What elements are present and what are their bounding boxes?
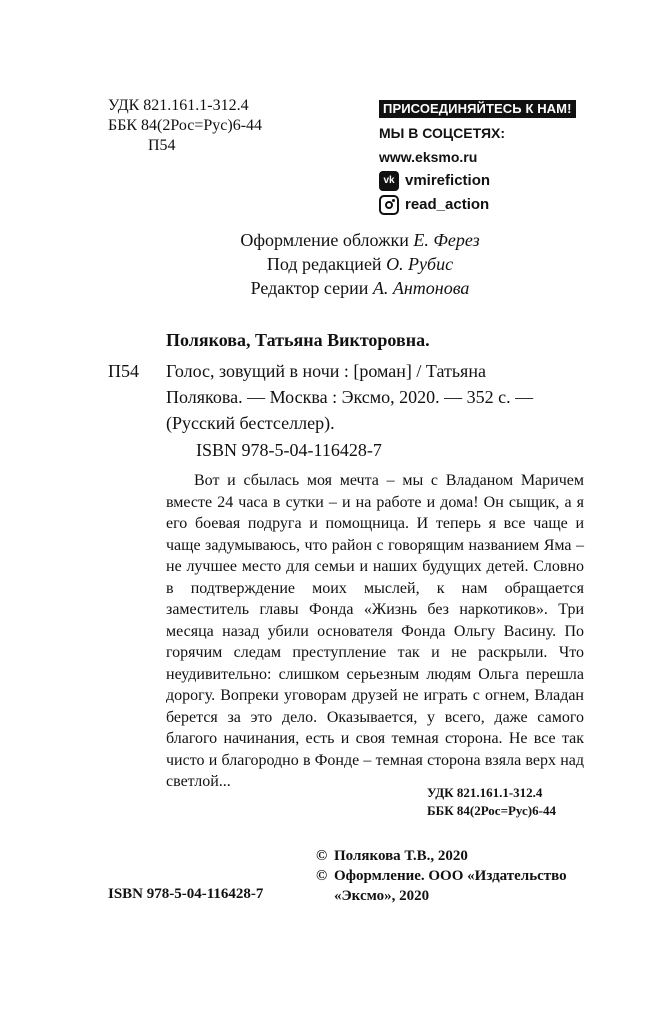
bbk-bottom: ББК 84(2Рос=Рус)6-44	[427, 803, 556, 818]
annotation-text: Вот и сбылась моя мечта – мы с Владаном Маричем вместе 24 часа в сутки – и на работе и дома! Он сыщик, а я его боевая подруга и помощница. И теперь я все чаще и чаще задумываюсь, что район с говорящим названием Яма – не лучшее место для семьи и наших будущих детей. Словно в подтверждение моих мыслей, к нам обращается заместитель главы Фонда «Жизнь без наркотиков». Три месяца назад убили основателя Фонда Ольгу Васину. По горячим следам преступление так и не раскрыли. Что неудивительно: слишком серьезным людям Ольга перешла дорогу. Вопреки уговорам друзей не играть с огнем, Владан берется за это дело. Оказывается, у всего, даже самого благого начинания, есть и своя темная сторона. Не все так чисто и благородно в Фонде – темная сторона взяла верх над светлой...	[166, 472, 584, 790]
copyright-symbol: ©	[316, 848, 328, 864]
isbn-bottom: ISBN 978-5-04-116428-7	[108, 886, 264, 902]
isbn-record: ISBN 978-5-04-116428-7	[196, 440, 382, 460]
copyright-symbol: ©	[316, 868, 328, 884]
copyright-design	[316, 866, 567, 886]
vk-handle[interactable]: vmirefiction	[405, 172, 491, 189]
website-link[interactable]: www.eksmo.ru	[379, 149, 478, 165]
udc-bottom-block	[427, 784, 556, 820]
credits-block	[150, 228, 570, 300]
editor-credit	[150, 252, 570, 276]
series-editor-name: А. Антонова	[372, 278, 470, 298]
udk-bottom: УДК 821.161.1-312.4	[427, 785, 543, 800]
catalog-code: П54	[108, 361, 139, 381]
series-editor-credit	[150, 276, 570, 300]
vk-icon: vk	[379, 171, 399, 191]
udc-block	[108, 96, 262, 156]
bib-line-1: Голос, зовущий в ночи : [роман] / Татьяна	[166, 361, 486, 381]
copyright-block	[316, 846, 567, 906]
bbk-code: ББК 84(2Рос=Рус)6-44	[108, 117, 263, 134]
udk-code: УДК 821.161.1-312.4	[108, 97, 249, 114]
social-networks-label: МЫ В СОЦСЕТЯХ:	[379, 125, 506, 141]
copyright-design-cont: «Эксмо», 2020	[334, 888, 430, 904]
cover-credit	[150, 228, 570, 252]
copyright-author	[316, 846, 567, 866]
author-heading: Полякова, Татьяна Викторовна.	[166, 330, 430, 350]
bib-line-3: (Русский бестселлер).	[166, 413, 335, 433]
cover-credit-name: Е. Ферез	[413, 230, 480, 250]
join-banner: ПРИСОЕДИНЯЙТЕСЬ К НАМ!	[379, 100, 576, 118]
social-block	[379, 100, 576, 216]
instagram-handle[interactable]: read_action	[405, 196, 490, 213]
copyright-author-text: Полякова Т.В., 2020	[334, 848, 468, 864]
copyright-design-text: Оформление. ООО «Издательство	[334, 868, 567, 884]
vk-row[interactable]	[379, 170, 576, 192]
editor-credit-name: О. Рубис	[386, 254, 454, 274]
cover-credit-label: Оформление обложки	[240, 230, 409, 250]
series-editor-label: Редактор серии	[250, 278, 369, 298]
instagram-row[interactable]	[379, 194, 576, 216]
bibliographic-description	[166, 358, 584, 436]
bib-line-2: Полякова. — Москва : Эксмо, 2020. — 352 с. —	[166, 387, 534, 407]
editor-credit-label: Под редакцией	[266, 254, 382, 274]
author-mark: П54	[148, 137, 176, 154]
instagram-icon	[379, 195, 399, 215]
